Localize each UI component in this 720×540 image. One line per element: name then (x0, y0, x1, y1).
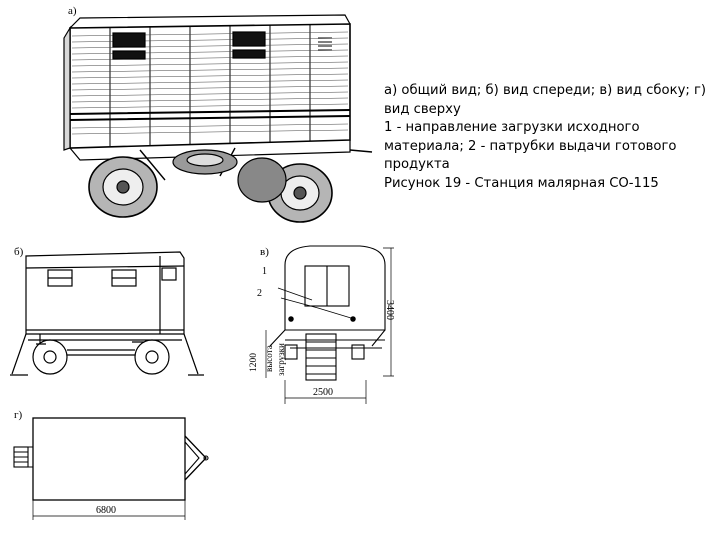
load-height-text-1: высота (264, 345, 274, 372)
dim-load-height: 1200 (249, 353, 259, 372)
figure-g-label: г) (14, 409, 23, 421)
figure-a-label: а) (68, 5, 77, 17)
figure-v-side-view (249, 246, 395, 404)
figure-g-top-view (14, 409, 208, 520)
figure-b-front-view (10, 246, 204, 375)
figure-b-label: б) (14, 246, 24, 258)
callout-2: 2 (257, 288, 262, 299)
wheel-icon (33, 340, 67, 374)
wheel-icon (89, 157, 157, 217)
dim-height: 3400 (384, 300, 395, 320)
callout-1: 1 (262, 266, 267, 277)
caption-views: а) общий вид; б) вид спереди; в) вид сбоку; г) вид сверху (384, 83, 707, 117)
dim-length: 6800 (96, 505, 116, 516)
load-height-text-2: загрузки (276, 343, 286, 376)
dim-width: 2500 (313, 387, 333, 398)
caption-legend: 1 - направление загрузки исходного материала; 2 - патрубки выдачи готового продукта (384, 120, 677, 173)
figure-a-general-view (64, 5, 372, 222)
caption-title: Рисунок 19 - Станция малярная СО-115 (384, 175, 659, 191)
figure-v-label: в) (260, 246, 269, 258)
wheel-icon (135, 340, 169, 374)
